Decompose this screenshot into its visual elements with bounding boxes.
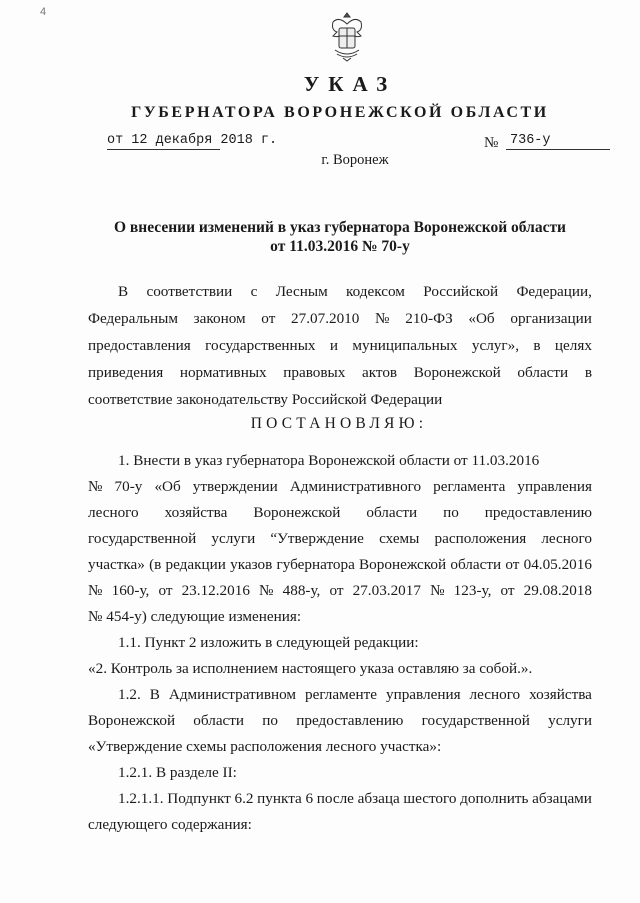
word: услуги xyxy=(548,712,592,729)
word: хозяйства xyxy=(164,504,228,521)
text-line: № 454-у) следующие изменения: xyxy=(88,608,302,625)
word: 488-у, xyxy=(282,582,321,599)
word: от xyxy=(500,582,515,599)
word: 6.2 xyxy=(234,790,254,807)
word: государственной xyxy=(421,712,530,729)
text-line: «Утверждение схемы расположения лесного участка»: xyxy=(88,738,442,755)
word: приведения xyxy=(88,364,164,381)
number-label: № xyxy=(484,135,499,151)
word: 123-у, xyxy=(453,582,492,599)
word: государственных xyxy=(205,337,316,354)
word: расположения xyxy=(434,530,527,547)
word: в xyxy=(533,337,541,354)
word: области xyxy=(193,712,245,729)
text-line: 1.1. Пункт 2 изложить в следующей редакции: xyxy=(118,634,419,651)
text-line xyxy=(118,686,592,706)
word: 210-ФЗ xyxy=(405,310,453,327)
word: 04.05.2016 xyxy=(523,556,592,573)
text-line xyxy=(88,478,592,498)
subject-line: от 11.03.2016 № 70-у xyxy=(270,238,410,255)
word: от xyxy=(261,310,276,327)
word: от xyxy=(158,582,173,599)
word: редакции xyxy=(165,556,226,573)
text-line xyxy=(118,790,592,810)
word: (в xyxy=(149,556,162,573)
word: по xyxy=(443,504,459,521)
word: «Об xyxy=(468,310,495,327)
text-line xyxy=(88,556,592,576)
decree-word: ПОСТАНОВЛЯЮ: xyxy=(250,415,428,432)
word: В xyxy=(118,283,129,300)
word: лесного xyxy=(541,530,592,547)
word: Федерации, xyxy=(516,283,592,300)
word: услуг», xyxy=(471,337,520,354)
text-line xyxy=(88,582,592,602)
word: услуги xyxy=(211,530,256,547)
word: соответствии xyxy=(146,283,233,300)
word: в xyxy=(584,364,592,381)
word: управления xyxy=(517,478,592,495)
word: схемы xyxy=(379,530,420,547)
word: В xyxy=(149,686,160,703)
text-line: 1. Внести в указ губернатора Воронежской области от 11.03.2016 xyxy=(118,452,540,469)
word: хозяйства xyxy=(529,686,592,703)
word: «Об xyxy=(154,478,181,495)
issuer-title: ГУБЕРНАТОРА ВОРОНЕЖСКОЙ ОБЛАСТИ xyxy=(131,104,549,121)
word: № xyxy=(88,582,103,599)
word: области xyxy=(450,556,502,573)
word: Административного xyxy=(289,478,422,495)
word: шестого xyxy=(403,790,457,807)
word: Административном xyxy=(168,686,297,703)
word: нормативных xyxy=(179,364,267,381)
word: 70-у xyxy=(114,478,143,495)
word: области xyxy=(366,504,418,521)
text-line xyxy=(88,337,592,357)
word: губернатора xyxy=(276,556,355,573)
word: дополнить xyxy=(460,790,529,807)
word: 1.2. xyxy=(118,686,141,703)
word: указов xyxy=(230,556,273,573)
word: 29.08.2018 xyxy=(523,582,592,599)
document-title: УКАЗ xyxy=(303,72,397,96)
word: № xyxy=(259,582,274,599)
text-line: 1.2.1. В разделе II: xyxy=(118,764,237,781)
word: Воронежской xyxy=(413,364,501,381)
word: Федеральным xyxy=(88,310,178,327)
word: законом xyxy=(193,310,246,327)
word: и xyxy=(329,337,338,354)
word: пункта xyxy=(257,790,302,807)
word: предоставлению xyxy=(296,712,404,729)
text-line xyxy=(88,530,592,550)
decree-number: 736-у xyxy=(506,133,610,150)
word: после xyxy=(316,790,354,807)
word: абзацами xyxy=(532,790,592,807)
word: от xyxy=(505,556,520,573)
text-line xyxy=(88,504,592,524)
decree-date: от 12 декабря 2018 г. xyxy=(107,133,278,148)
word: от xyxy=(329,582,344,599)
word: Воронежской xyxy=(253,504,341,521)
word: участка» xyxy=(88,556,145,573)
word: лесного xyxy=(469,686,521,703)
subject-line: О внесении изменений в указ губернатора Воронежской области xyxy=(113,219,566,236)
text-line: «2. Контроль за исполнением настоящего указа оставляю за собой.». xyxy=(88,660,533,677)
word: лесного xyxy=(88,504,139,521)
word: Подпункт xyxy=(167,790,231,807)
coat-of-arms-emblem xyxy=(325,10,369,62)
word: правовых xyxy=(283,364,346,381)
word: Российской xyxy=(423,283,499,300)
word: кодексом xyxy=(346,283,405,300)
word: регламенте xyxy=(305,686,377,703)
word: области xyxy=(517,364,569,381)
word: предоставлению xyxy=(484,504,592,521)
text-line: соответствие законодательству Российской Федерации xyxy=(88,391,443,408)
word: актов xyxy=(361,364,398,381)
text-line xyxy=(88,712,592,732)
word: с xyxy=(250,283,258,300)
word: 160-у, xyxy=(111,582,150,599)
word: № xyxy=(88,478,103,495)
word: Воронежской xyxy=(88,712,176,729)
word: 1.2.1.1. xyxy=(118,790,164,807)
word: муниципальных xyxy=(352,337,458,354)
text-line xyxy=(118,283,592,303)
word: предоставления xyxy=(88,337,191,354)
word: 27.03.2017 xyxy=(352,582,421,599)
word: государственной xyxy=(88,530,197,547)
word: 23.12.2016 xyxy=(181,582,250,599)
word: 27.07.2010 xyxy=(291,310,360,327)
city-name: г. Воронеж xyxy=(321,152,389,168)
word: по xyxy=(262,712,279,729)
word: организации xyxy=(510,310,592,327)
word: 6 xyxy=(305,790,314,807)
decree-subject xyxy=(0,218,640,256)
word: целях xyxy=(554,337,592,354)
word: Воронежской xyxy=(359,556,447,573)
word: “Утверждение xyxy=(270,530,364,547)
text-line: следующего содержания: xyxy=(88,816,252,833)
text-line xyxy=(88,310,592,330)
word: абзаца xyxy=(357,790,400,807)
word: утверждении xyxy=(192,478,278,495)
word: управления xyxy=(385,686,461,703)
word: № xyxy=(430,582,445,599)
page-mark: 4 xyxy=(40,6,47,18)
word: Лесным xyxy=(275,283,328,300)
text-line xyxy=(88,364,592,384)
word: № xyxy=(375,310,390,327)
word: регламента xyxy=(433,478,506,495)
